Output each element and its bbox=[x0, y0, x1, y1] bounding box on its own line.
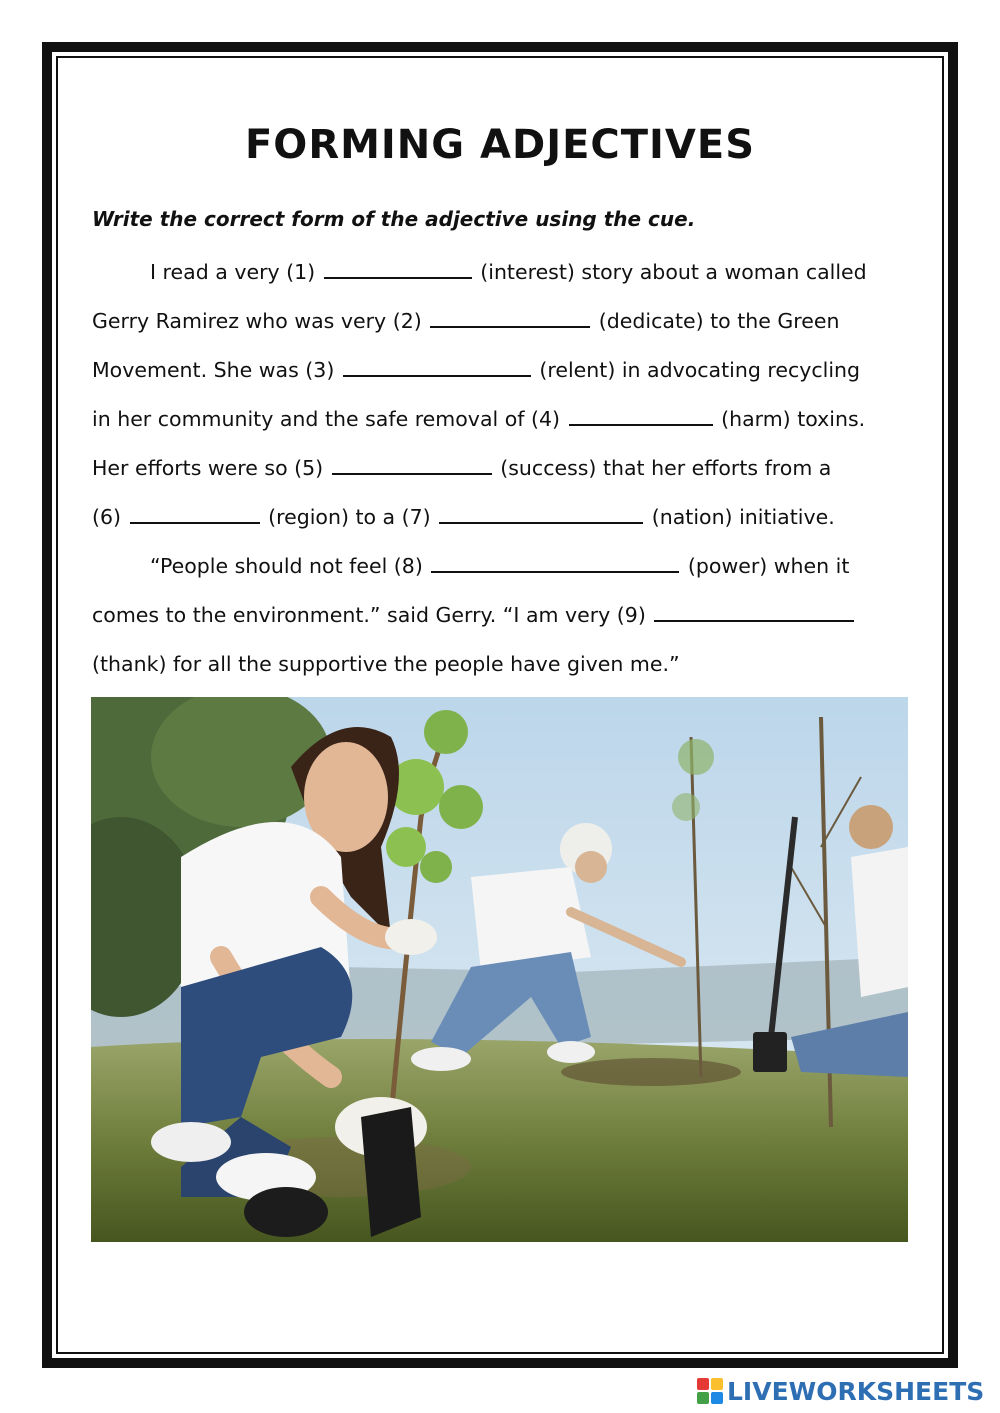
brand-name: LIVEWORKSHEETS bbox=[727, 1376, 985, 1406]
text-line-6: (6) (region) to a (7) (nation) initiative. bbox=[92, 505, 835, 529]
answer-blank-1[interactable] bbox=[324, 259, 472, 279]
answer-blank-3[interactable] bbox=[343, 357, 531, 377]
answer-blank-5[interactable] bbox=[332, 455, 492, 475]
text-line-2: Gerry Ramirez who was very (2) (dedicate) to the Green bbox=[92, 309, 840, 333]
answer-blank-4[interactable] bbox=[569, 406, 713, 426]
answer-blank-2[interactable] bbox=[430, 308, 590, 328]
text-line-9: (thank) for all the supportive the people have given me.” bbox=[92, 652, 680, 676]
text-line-1: I read a very (1) (interest) story about a woman called bbox=[150, 260, 867, 284]
text-line-5: Her efforts were so (5) (success) that her efforts from a bbox=[92, 456, 832, 480]
text-line-4: in her community and the safe removal of (4) (harm) toxins. bbox=[92, 407, 866, 431]
text-line-3: Movement. She was (3) (relent) in advocating recycling bbox=[92, 358, 861, 382]
text-line-7: “People should not feel (8) (power) when it bbox=[150, 554, 850, 578]
logo-icon bbox=[697, 1378, 723, 1404]
answer-blank-6[interactable] bbox=[130, 504, 260, 524]
answer-blank-8[interactable] bbox=[431, 553, 679, 573]
liveworksheets-logo bbox=[697, 1376, 984, 1406]
answer-blank-7[interactable] bbox=[439, 504, 643, 524]
worksheet-title: FORMING ADJECTIVES bbox=[244, 122, 756, 168]
text-line-8: comes to the environment.” said Gerry. “I am very (9) bbox=[92, 600, 900, 630]
answer-blank-9[interactable] bbox=[654, 602, 854, 622]
instruction: Write the correct form of the adjective using the cue. bbox=[92, 207, 696, 231]
tree-planting-photo bbox=[91, 697, 908, 1242]
